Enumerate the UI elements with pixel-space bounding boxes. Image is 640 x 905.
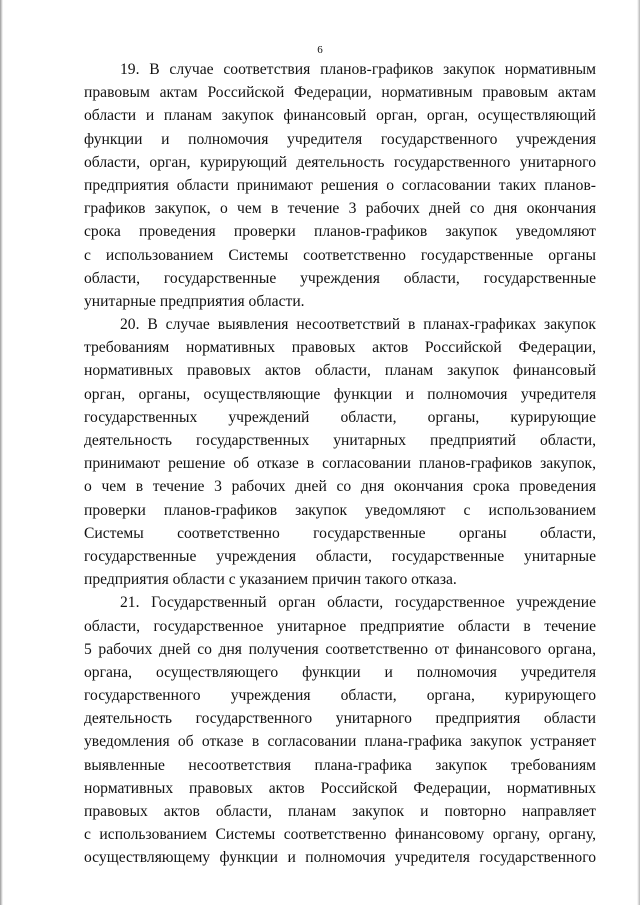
text-line: осуществляющему функции и полномочия учредителя государственного xyxy=(84,849,596,867)
text-line: принимают решение об отказе в согласовании планов-графиков закупок, xyxy=(84,455,596,473)
text-line: графиков закупок, о чем в течение 3 рабочих дней со дня окончания xyxy=(84,200,596,218)
text-line: срока проведения проверки планов-графиков закупок уведомляют xyxy=(84,223,596,241)
text-line: государственных учреждений области, органы, курирующие xyxy=(84,408,596,426)
text-line: государственного учреждения области, органа, курирующего xyxy=(84,687,596,705)
text-line: требованиям нормативных правовых актов Российской Федерации, xyxy=(84,339,596,357)
text-line: предприятия области с указанием причин такого отказа. xyxy=(84,571,457,589)
text-line: области, государственные учреждения области, государственные xyxy=(84,269,596,287)
text-line: 19. В случае соответствия планов-графиков закупок нормативным xyxy=(120,61,596,78)
text-line: Системы соответственно государственные органы области, xyxy=(84,524,596,542)
text-line: орган, органы, осуществляющие функции и полномочия учредителя xyxy=(84,385,596,403)
text-line: правовым актам Российской Федерации, нормативным правовым актам xyxy=(84,84,596,102)
scan-edge-left xyxy=(0,0,3,905)
text-line: органа, осуществляющего функции и полномочия учредителя xyxy=(84,663,596,681)
paragraph-p20 xyxy=(84,313,596,591)
text-line: функции и полномочия учредителя государственного учреждения xyxy=(84,130,596,148)
text-line: правовых актов области, планам закупок и повторно направляет xyxy=(84,803,596,820)
document-body xyxy=(84,58,596,870)
text-line: государственные учреждения области, государственные унитарные xyxy=(84,547,596,565)
text-line: области, государственное унитарное предприятие области в течение xyxy=(84,617,596,635)
text-line: предприятия области принимают решения о согласовании таких планов- xyxy=(84,176,596,194)
text-line: 20. В случае выявления несоответствий в планах-графиках закупок xyxy=(120,316,596,334)
text-line: нормативных правовых актов Российской Федерации, нормативных xyxy=(84,779,596,797)
text-line: области, орган, курирующий деятельность государственного унитарного xyxy=(84,153,596,171)
text-line: уведомления об отказе в согласовании плана-графика закупок устраняет xyxy=(84,733,596,751)
page-number: 6 xyxy=(317,44,323,56)
text-line: 21. Государственный орган области, государственное учреждение xyxy=(120,594,596,612)
text-line: деятельность государственных унитарных предприятий области, xyxy=(84,432,596,449)
text-line: области и планам закупок финансовый орган, орган, осуществляющий xyxy=(84,107,596,125)
text-line: проверки планов-графиков закупок уведомляют с использованием xyxy=(84,501,596,519)
text-line: деятельность государственного унитарного предприятия области xyxy=(84,710,596,728)
text-line: с использованием Системы соответственно государственные органы xyxy=(84,246,596,264)
paragraph-p19 xyxy=(84,58,596,313)
text-line: унитарные предприятия области. xyxy=(84,292,305,310)
text-line: с использованием Системы соответственно финансовому органу, органу, xyxy=(84,826,596,844)
text-line: 5 рабочих дней со дня получения соответственно от финансового органа, xyxy=(84,640,596,658)
text-line: о чем в течение 3 рабочих дней со дня окончания срока проведения xyxy=(84,478,596,496)
paragraph-p21 xyxy=(84,591,596,869)
text-line: нормативных правовых актов области, планам закупок финансовый xyxy=(84,362,596,380)
text-line: выявленные несоответствия плана-графика закупок требованиям xyxy=(84,756,596,774)
